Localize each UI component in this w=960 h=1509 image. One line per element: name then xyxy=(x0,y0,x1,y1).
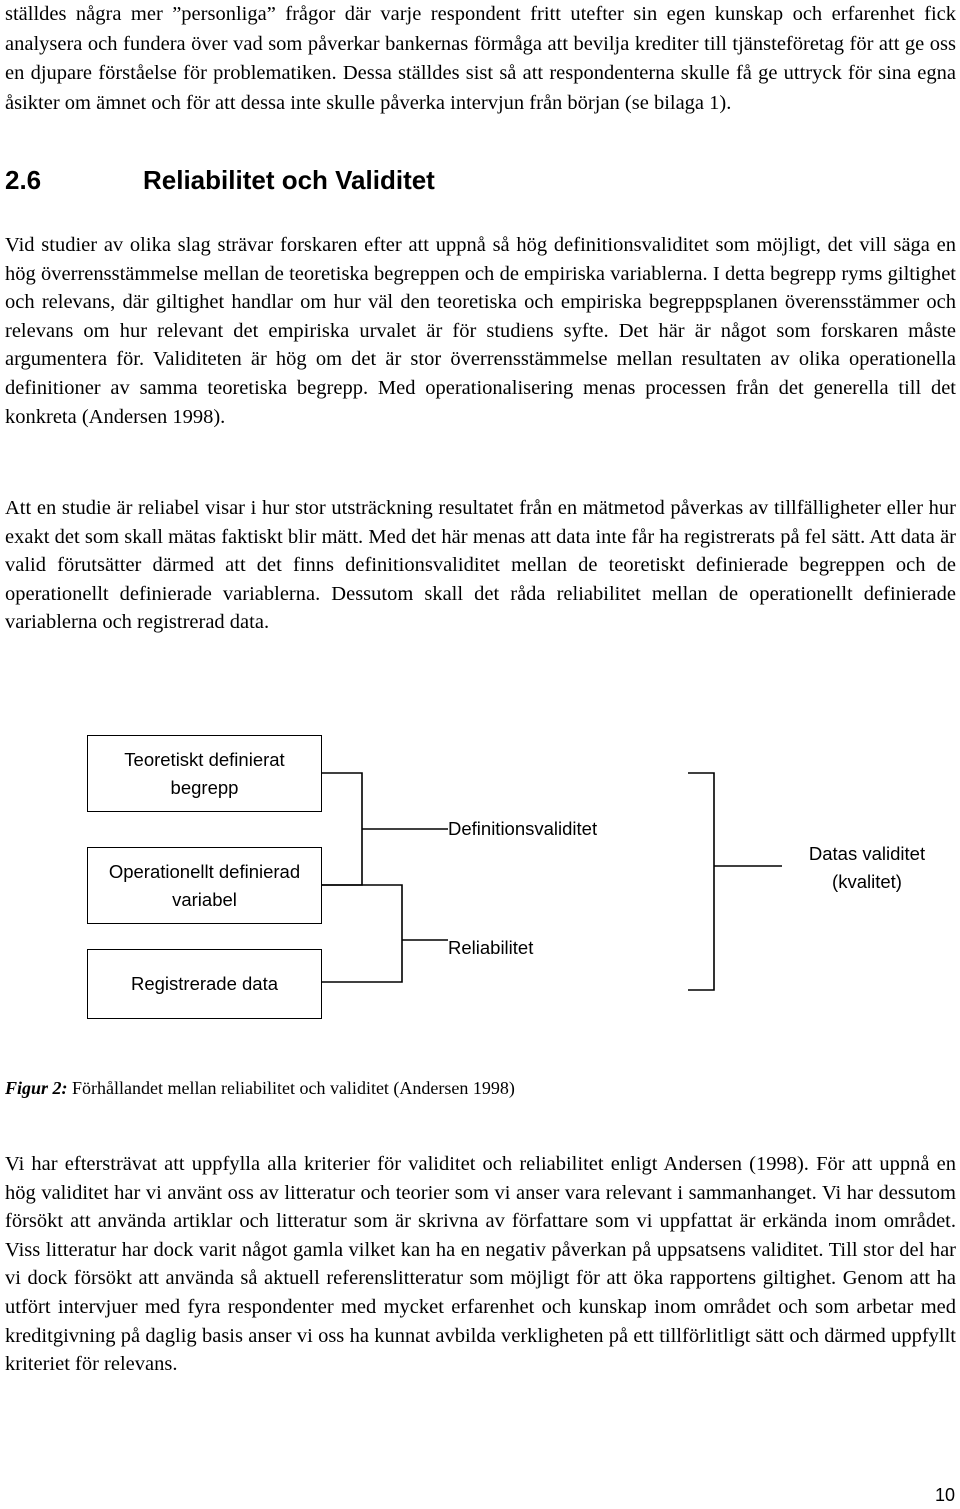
reliability-bracket xyxy=(322,885,402,982)
page-number: 10 xyxy=(934,1485,955,1505)
theoretical-concept-box xyxy=(87,735,322,812)
data-validity-bracket xyxy=(688,773,714,990)
intro-paragraph: ställdes några mer ”personliga” frågor där varje respondent fritt utefter sin egen kunskap och erfarenhet fick analysera och fundera över vad som påverkar bankernas förmåga att bevilja krediter till tjänsteföretag för att ge oss en djupare förståelse för problematiken. Dessa ställdes sist så att respondenterna skulle få ge uttryck för sina egna åsikter om ämnet och för att dessa inte skulle påverka intervjun från början (se bilaga 1). xyxy=(5,3,956,114)
registered-data-box xyxy=(87,949,322,1019)
figure-caption-label: Figur 2: xyxy=(5,1078,68,1098)
closing-paragraph: Vi har eftersträvat att uppfylla alla kriterier för validitet och reliabilitet enligt Andersen (1998). För att uppnå en hög validitet har vi använt oss av litteratur och teorier som vi anser vara relevant i sammanhanget. Vi har dessutom försökt att använda artiklar och litteratur som är skrivna av författare som vi uppfattat är erkända inom området. Viss litteratur har dock varit något gamla vilket kan ha en negativ påverkan på uppsatsens validitet. Till stor del har vi dock försökt att använda så aktuell referenslitteratur som möjligt för att öka rapportens giltighet. Genom att ha utfört intervjuer med fyra respondenter med mycket erfarenhet och kunskap inom området och som arbetar med kreditgivning på daglig basis anser vi oss ha kunnat avbilda verkligheten på ett tillförlitligt sätt och därmed uppfyllt kriteriet för relevans. xyxy=(5,1153,956,1376)
validity-paragraph: Vid studier av olika slag strävar forskaren efter att uppnå så hög definitionsvaliditet som möjligt, det vill säga en hög överrensstämmelse mellan de teoretiska begreppen och de empiriska variablerna. I detta begrepp ryms giltighet och relevans, där giltighet handlar om hur väl den teoretiska och empiriska begreppsplanen överensstämmer och relevans om hur relevant det empiriska urvalet är för studiens syfte. Det här är något som forskaren måste argumentera för. Validiteten är hög om det är stor överrensstämmelse mellan resultaten av olika operationella definitioner av samma teoretiska begrepp. Med operationalisering menas processen från det generella till det konkreta (Andersen 1998). xyxy=(5,234,956,428)
data-validity-label: Datas validitet (kvalitet) xyxy=(808,843,926,892)
section-number: 2.6 xyxy=(5,165,42,195)
validity-bracket xyxy=(322,773,362,885)
operational-variable-label: Operationellt definierad variabel xyxy=(108,860,301,910)
theoretical-concept-label: Teoretiskt definierat begrepp xyxy=(124,748,285,798)
section-title: Reliabilitet och Validitet xyxy=(143,165,435,195)
definition-validity-label: Definitionsvaliditet xyxy=(448,818,598,839)
operational-variable-box xyxy=(87,847,322,924)
reliability-paragraph: Att en studie är reliabel visar i hur stor utsträckning resultatet från en mätmetod påverkas av tillfälligheter eller hur exakt det som skall mätas faktiskt blir mätt. Med det här menas att data inte får ha registrerats på fel sätt. Att data är valid förutsätter därmed att det finns definitionsvaliditet mellan de teoretiskt definierade begreppen och de operationellt definierade variablerna. Dessutom skall det råda reliabilitet mellan de operationellt definierade variablerna och registrerad data. xyxy=(5,497,956,634)
figure-caption-text: Förhållandet mellan reliabilitet och validitet (Andersen 1998) xyxy=(67,1078,515,1098)
registered-data-label: Registrerade data xyxy=(130,973,279,994)
figure-caption xyxy=(5,1075,515,1101)
reliability-label: Reliabilitet xyxy=(448,937,534,958)
